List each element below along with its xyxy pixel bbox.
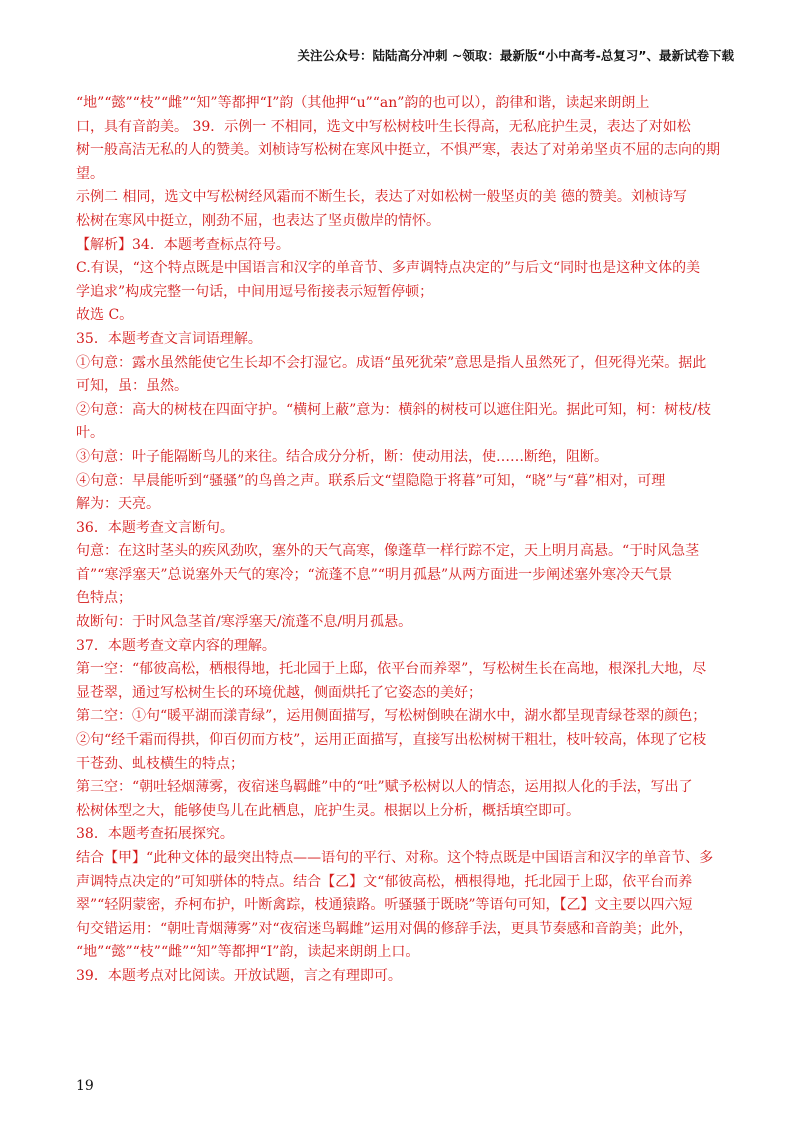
text-line: 干苍劲、虬枝横生的特点； (76, 755, 244, 772)
text-line: 句交错运用：“朝吐青烟薄雾”对“夜宿迷鸟羁雌”运用对偶的修辞手法，更具节奏感和音韵美；此外， (76, 920, 693, 937)
text-line: 故选 C。 (76, 307, 134, 324)
text-line: 望。 (76, 165, 104, 182)
text-line: 句意：在这时茎头的疾风劲吹，塞外的天气高寒，像蓬草一样行踪不定，天上明月高悬。“于时风急茎 (76, 543, 700, 560)
header-banner: 关注公众号：陆陆高分冲刺 ~领取：最新版“小中高考-总复习”、最新试卷下载 (297, 48, 734, 63)
text-line: 解为：天亮。 (76, 496, 160, 513)
text-line: 声调特点决定的”可知骈体的特点。结合【乙】文“郁彼高松，栖根得地，托北园于上邸，依平台而养 (76, 873, 693, 890)
text-line: 37．本题考查文章内容的理解。 (76, 637, 276, 654)
text-line: 口，具有音韵美。 39．示例一 不相同，选文中写松树枝叶生长得高，无私庇护生灵，表达了对如松 (76, 118, 691, 135)
text-line: 色特点； (76, 590, 132, 607)
text-line: ②句意：高大的树枝在四面守护。“横柯上蔽”意为：横斜的树枝可以遮住阳光。据此可知，柯：树枝/枝 (76, 401, 712, 418)
answer-content (76, 92, 728, 989)
text-line: 松树体型之大，能够使鸟儿在此栖息，庇护生灵。根据以上分析，概括填空即可。 (76, 802, 580, 819)
text-line: “地”“懿”“枝”“雌”“知”等都押“I”韵（其他押“u”“an”韵的也可以），韵律和谐，读起来朗朗上 (76, 95, 650, 111)
text-line: 树一般高洁无私的人的赞美。刘桢诗写松树在寒风中挺立，不惧严寒，表达了对弟弟坚贞不屈的志向的期 (76, 142, 720, 159)
text-line: 可知，虽：虽然。 (76, 378, 188, 395)
text-line: 叶。 (76, 425, 104, 442)
text-line: ①句意：露水虽然能使它生长却不会打湿它。成语“虽死犹荣”意思是指人虽然死了，但死得光荣。据此 (76, 354, 707, 371)
text-line: ②句“经千霜而得拱，仰百仞而方枝”，运用正面描写，直接写出松树树干粗壮，枝叶较高，体现了它枝 (76, 732, 707, 749)
text-line: 松树在寒风中挺立，刚劲不屈，也表达了坚贞傲岸的情怀。 (76, 212, 440, 229)
text-line: 故断句：于时风急茎首/寒浮塞天/流蓬不息/明月孤悬。 (76, 614, 413, 631)
text-line: ④句意：早晨能听到“骚骚”的鸟兽之声。联系后文“望隐隐于将暮”可知，“晓”与“暮”相对，可理 (76, 472, 666, 489)
text-line: “地”“懿”“枝”“雌”“知”等都押“I”韵，读起来朗朗上口。 (76, 944, 420, 961)
text-line: 【解析】34．本题考查标点符号。 (76, 236, 290, 253)
text-line: 第三空：“朝吐轻烟薄雾，夜宿迷鸟羁雌”中的“吐”赋予松树以人的情态，运用拟人化的手法，写出了 (76, 779, 693, 796)
text-line: 36．本题考查文言断句。 (76, 519, 234, 536)
text-line: 示例二 相同，选文中写松树经风霜而不断生长，表达了对如松树一般坚贞的美 德的赞美。刘桢诗写 (76, 189, 687, 206)
text-line: 35．本题考查文言词语理解。 (76, 330, 262, 347)
text-line: C.有误，“这个特点既是中国语言和汉字的单音节、多声调特点决定的”与后文“同时也是这种文体的美 (76, 260, 701, 277)
text-line: 学追求”构成完整一句话，中间用逗号衔接表示短暂停顿； (76, 283, 434, 300)
text-line: ③句意：叶子能隔断鸟儿的来往。结合成分分析，断：使动用法，使……断绝，阻断。 (76, 448, 608, 465)
text-line: 第二空：①句“暖平湖而漾青绿”，运用侧面描写，写松树倒映在湖水中，湖水都呈现青绿苍翠的颜色； (76, 708, 707, 725)
text-line: 首”“寒浮塞天”总说塞外天气的寒冷；“流蓬不息”“明月孤悬”从两方面进一步阐述塞外寒冷天气景 (76, 566, 673, 583)
text-line: 第一空：“郁彼高松，栖根得地，托北园于上邸，依平台而养翠”，写松树生长在高地，根深扎大地，尽 (76, 661, 707, 678)
text-line: 显苍翠，通过写松树生长的环境优越，侧面烘托了它姿态的美好； (76, 684, 482, 701)
text-line: 翠”“轻阴蒙密，乔柯布护，叶断禽踪，枝通猿路。听骚骚于既晓”等语句可知，【乙】文主要以四六短 (76, 897, 693, 914)
text-line: 38．本题考查拓展探究。 (76, 826, 234, 843)
text-line: 39．本题考点对比阅读。开放试题，言之有理即可。 (76, 967, 402, 984)
text-line: 结合【甲】“此种文体的最突出特点——语句的平行、对称。这个特点既是中国语言和汉字的单音节、多 (76, 850, 714, 866)
page-number: 19 (76, 1078, 94, 1094)
